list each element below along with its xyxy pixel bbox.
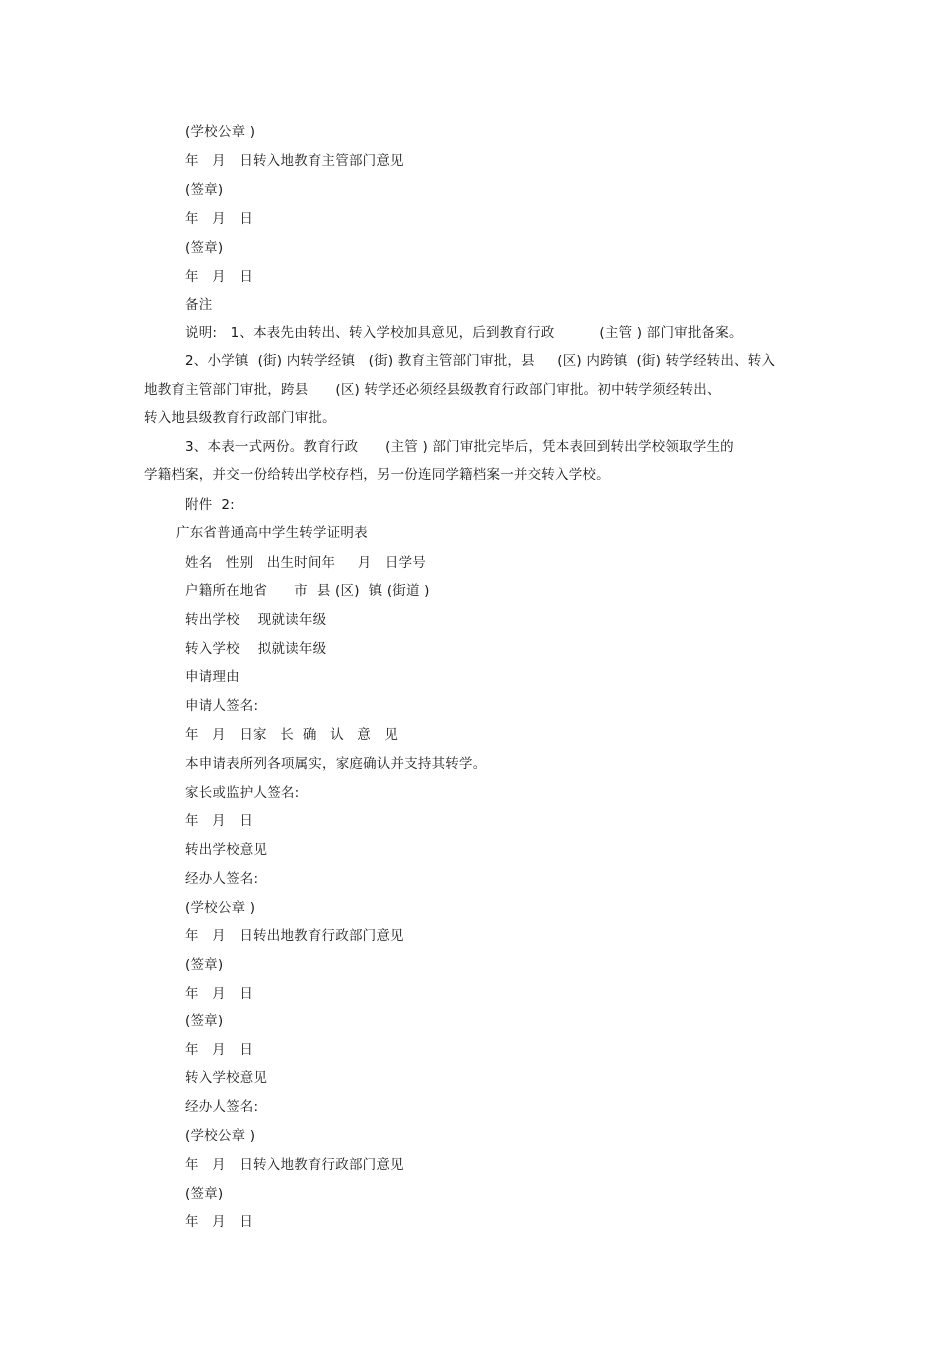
text-line: 家长或监护人签名: [185,785,300,801]
text-line: 说明: 1、本表先由转出、转入学校加具意见，后到教育行政 (主管 ) 部门审批备案。 [185,325,743,341]
text-line: 2、小学镇 (街) 内转学经镇 (街) 教育主管部门审批，县 (区) 内跨镇 (街) 转学经转出、转入 [185,353,776,369]
text-line: 转入学校 拟就读年级 [185,641,327,657]
text-line: (学校公章 ) [185,1128,256,1144]
text-line: 年 月 日 [185,1214,254,1230]
text-line: 经办人签名: [185,1099,259,1115]
text-line: 学籍档案，并交一份给转出学校存档，另一份连同学籍档案一并交转入学校。 [144,467,610,483]
text-line: 3、本表一式两份。教育行政 (主管 ) 部门审批完毕后，凭本表回到转出学校领取学生的 [185,439,734,455]
text-line: 姓名 性别 出生时间年 月 日学号 [185,555,426,571]
text-line: 年 月 日 [185,211,254,227]
text-line: 转出学校 现就读年级 [185,612,327,628]
text-line: 转出学校意见 [185,842,268,858]
text-line: 转入学校意见 [185,1070,268,1086]
text-line: 年 月 日 [185,986,254,1002]
text-line: (签章) [185,957,224,973]
text-line: 年 月 日转出地教育行政部门意见 [185,928,404,944]
text-line: 年 月 日 [185,269,254,285]
text-line: 户籍所在地省 市 县 (区) 镇 (街道 ) [185,583,430,599]
text-line: (签章) [185,1013,224,1029]
text-line: 经办人签名: [185,871,259,887]
text-line: 年 月 日家 长 确 认 意 见 [185,727,399,743]
text-line: 年 月 日 [185,1042,254,1058]
text-line: 转入地县级教育行政部门审批。 [144,410,336,426]
text-line: 申请理由 [185,669,240,685]
text-line: (签章) [185,240,224,256]
text-line: 年 月 日转入地教育行政部门意见 [185,1157,404,1173]
text-line: 备注 [185,297,213,313]
text-line: (学校公章 ) [185,124,256,140]
text-line: 附件 2: [185,497,235,513]
text-line: 年 月 日 [185,813,254,829]
text-line: (学校公章 ) [185,900,256,916]
text-line: 申请人签名: [185,698,259,714]
text-line: (签章) [185,1186,224,1202]
text-line: 本申请表所列各项属实，家庭确认并支持其转学。 [185,756,487,772]
text-line: 年 月 日转入地教育主管部门意见 [185,153,404,169]
document-title: 广东省普通高中学生转学证明表 [176,525,368,541]
text-line: (签章) [185,182,224,198]
text-line: 地教育主管部门审批，跨县 (区) 转学还必须经县级教育行政部门审批。初中转学须经转出、 [144,382,721,398]
